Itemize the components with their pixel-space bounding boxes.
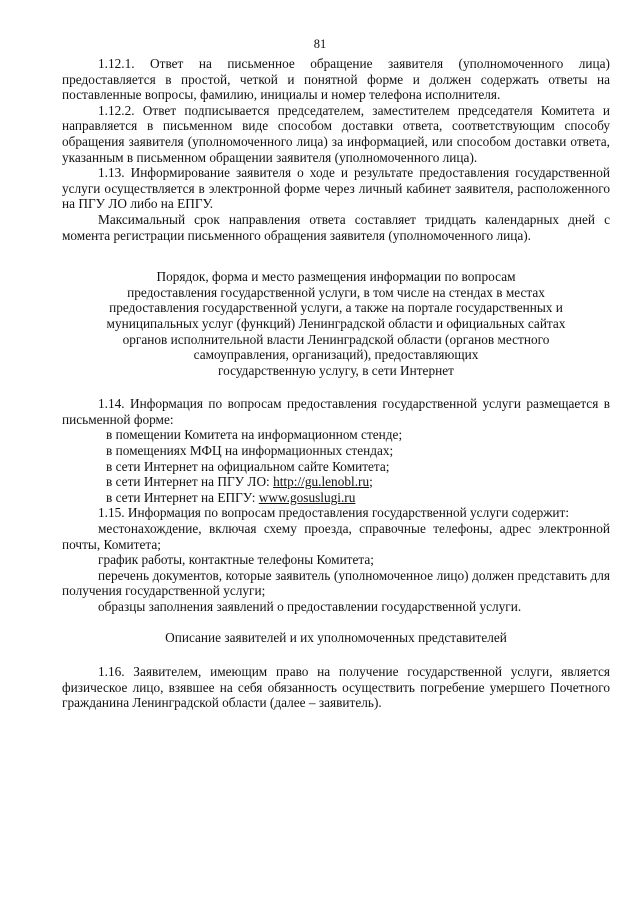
heading-line: органов исполнительной власти Ленинградской области (органов местного bbox=[122, 331, 550, 347]
list-item: перечень документов, которые заявитель (уполномоченное лицо) должен представить для получения государственной услуги; bbox=[62, 567, 610, 599]
list-item: график работы, контактные телефоны Комитета; bbox=[98, 552, 374, 568]
heading-line: муниципальных услуг (функций) Ленинградской области и официальных сайтах bbox=[106, 315, 566, 331]
page-number: 81 bbox=[313, 37, 327, 51]
list-item: местонахождение, включая схему проезда, справочные телефоны, адрес электронной почты, Комитета; bbox=[62, 521, 610, 552]
paragraph-1-12-2: 1.12.2. Ответ подписывается председателем, заместителем председателя Комитета и направляется в письменном виде способом доставки ответа, соответствующим способу обращения заявителя (уполномоченного лица) за информацией, или способом доставки ответа, указанным в письменном обращении заявителя (уполномоченного лица). bbox=[62, 102, 610, 165]
epgu-link[interactable]: www.gosuslugi.ru bbox=[258, 489, 356, 505]
list-item bbox=[62, 490, 610, 506]
list-item: в сети Интернет на официальном сайте Комитета; bbox=[106, 458, 390, 474]
paragraph-1-14: 1.14. Информация по вопросам предоставления государственной услуги размещается в письменной форме: bbox=[62, 396, 610, 427]
list-item-text: в сети Интернет на ЕПГУ: bbox=[106, 489, 259, 505]
paragraph-1-15: 1.15. Информация по вопросам предоставления государственной услуги содержит: bbox=[98, 505, 570, 521]
heading-line: Порядок, форма и место размещения информации по вопросам bbox=[156, 269, 516, 285]
heading-line: предоставления государственной услуги, а также на портале государственных и bbox=[109, 300, 563, 316]
heading-line: предоставления государственной услуги, в том числе на стендах в местах bbox=[127, 284, 545, 300]
heading-line: государственную услугу, в сети Интернет bbox=[218, 362, 454, 378]
section-heading-applicants: Описание заявителей и их уполномоченных представителей bbox=[165, 629, 507, 645]
paragraph-max-term: Максимальный срок направления ответа составляет тридцать календарных дней с момента регистрации письменного обращения заявителя (уполномоченного лица). bbox=[62, 211, 610, 243]
list-item: образцы заполнения заявлений о предоставлении государственной услуги. bbox=[98, 599, 522, 614]
list-item: в помещениях МФЦ на информационных стендах; bbox=[106, 443, 394, 459]
list-item bbox=[62, 474, 610, 490]
list-item: в помещении Комитета на информационном стенде; bbox=[106, 427, 403, 443]
paragraph-1-13: 1.13. Информирование заявителя о ходе и результате предоставления государственной услуги осуществляется в электронной форме через личный кабинет заявителя, расположенного на ПГУ ЛО либо на ЕПГУ. bbox=[62, 165, 610, 212]
heading-line: самоуправления, организаций), предоставляющих bbox=[193, 347, 479, 363]
document-body bbox=[62, 56, 610, 711]
list-item-text: в сети Интернет на ПГУ ЛО: bbox=[106, 474, 274, 490]
list-item-punct: ; bbox=[369, 474, 373, 490]
paragraph-1-16: 1.16. Заявителем, имеющим право на получение государственной услуги, является физическое лицо, взявшее на себя обязанность осуществить погребение умершего Почетного гражданина Ленинградской области (далее – заявитель). bbox=[62, 664, 610, 711]
pgu-lo-link[interactable]: http://gu.lenobl.ru bbox=[273, 474, 370, 490]
section-heading-info-placement bbox=[62, 269, 610, 378]
paragraph-1-12-1: 1.12.1. Ответ на письменное обращение заявителя (уполномоченного лица) предоставляется в простой, четкой и понятной форме и должен содержать ответы на поставленные вопросы, фамилию, инициалы и номер телефона исполнителя. bbox=[62, 56, 610, 103]
